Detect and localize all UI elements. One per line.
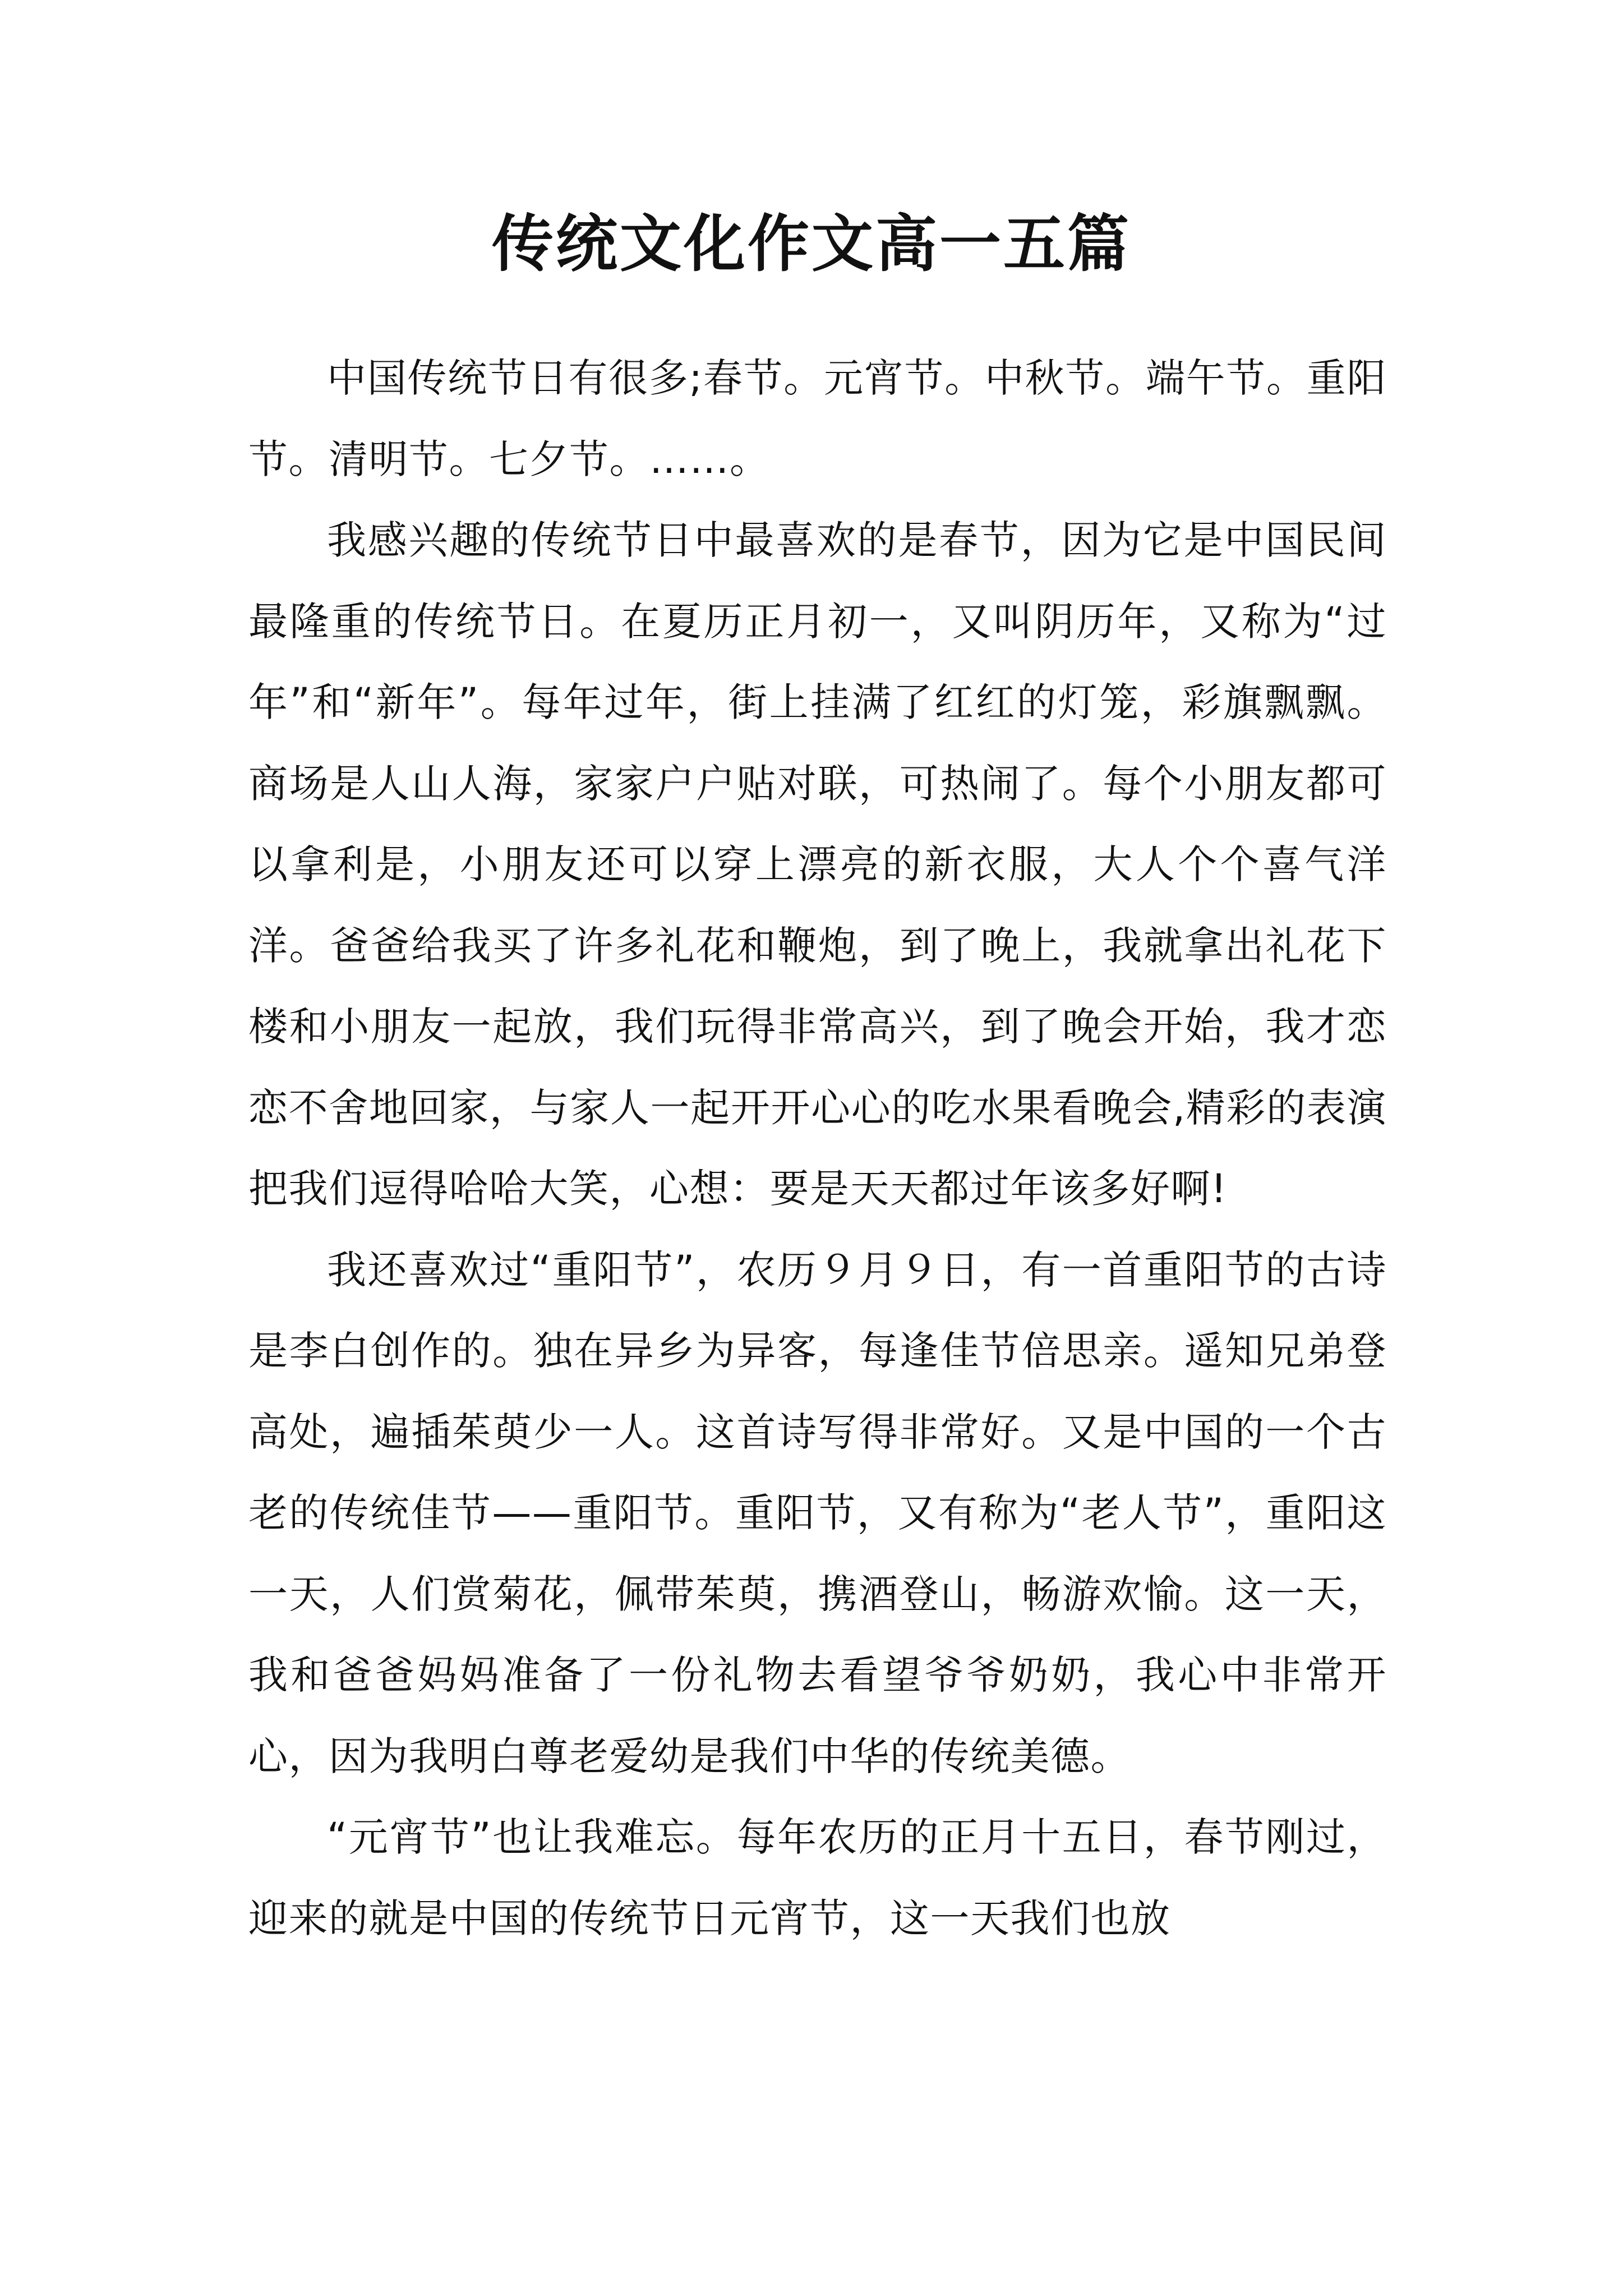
paragraph-spring-festival: 我感兴趣的传统节日中最喜欢的是春节，因为它是中国民间最隆重的传统节日。在夏历正月初一，又叫阴历年，又称为“过年”和“新年”。每年过年，街上挂满了红红的灯笼，彩旗飘飘。商场是人山人海，家家户户贴对联，可热闹了。每个小朋友都可以拿利是，小朋友还可以穿上漂亮的新衣服，大人个个喜气洋洋。爸爸给我买了许多礼花和鞭炮，到了晚上，我就拿出礼花下楼和小朋友一起放，我们玩得非常高兴，到了晚会开始，我才恋恋不舍地回家，与家人一起开开心心的吃水果看晚会,精彩的表演把我们逗得哈哈大笑，心想：要是天天都过年该多好啊! bbox=[248, 517, 1387, 1212]
paragraph-lantern-festival: “元宵节”也让我难忘。每年农历的正月十五日，春节刚过，迎来的就是中国的传统节日元宵节，这一天我们也放 bbox=[248, 1814, 1387, 1941]
document-title: 传统文化作文高一五篇 bbox=[492, 208, 1131, 280]
paragraph-double-ninth: 我还喜欢过“重阳节”，农历９月９日，有一首重阳节的古诗是李白创作的。独在异乡为异客，每逢佳节倍思亲。遥知兄弟登高处，遍插茱萸少一人。这首诗写得非常好。又是中国的一个古老的传统佳节——重阳节。重阳节，又有称为“老人节”，重阳这一天，人们赏菊花，佩带茱萸，携酒登山，畅游欢愉。这一天，我和爸爸妈妈准备了一份礼物去看望爷爷奶奶，我心中非常开心，因为我明白尊老爱幼是我们中华的传统美德。 bbox=[248, 1246, 1387, 1779]
paragraph-festivals-list: 中国传统节日有很多;春节。元宵节。中秋节。端午节。重阳节。清明节。七夕节。……。 bbox=[248, 355, 1387, 482]
document-body bbox=[248, 338, 1387, 1959]
